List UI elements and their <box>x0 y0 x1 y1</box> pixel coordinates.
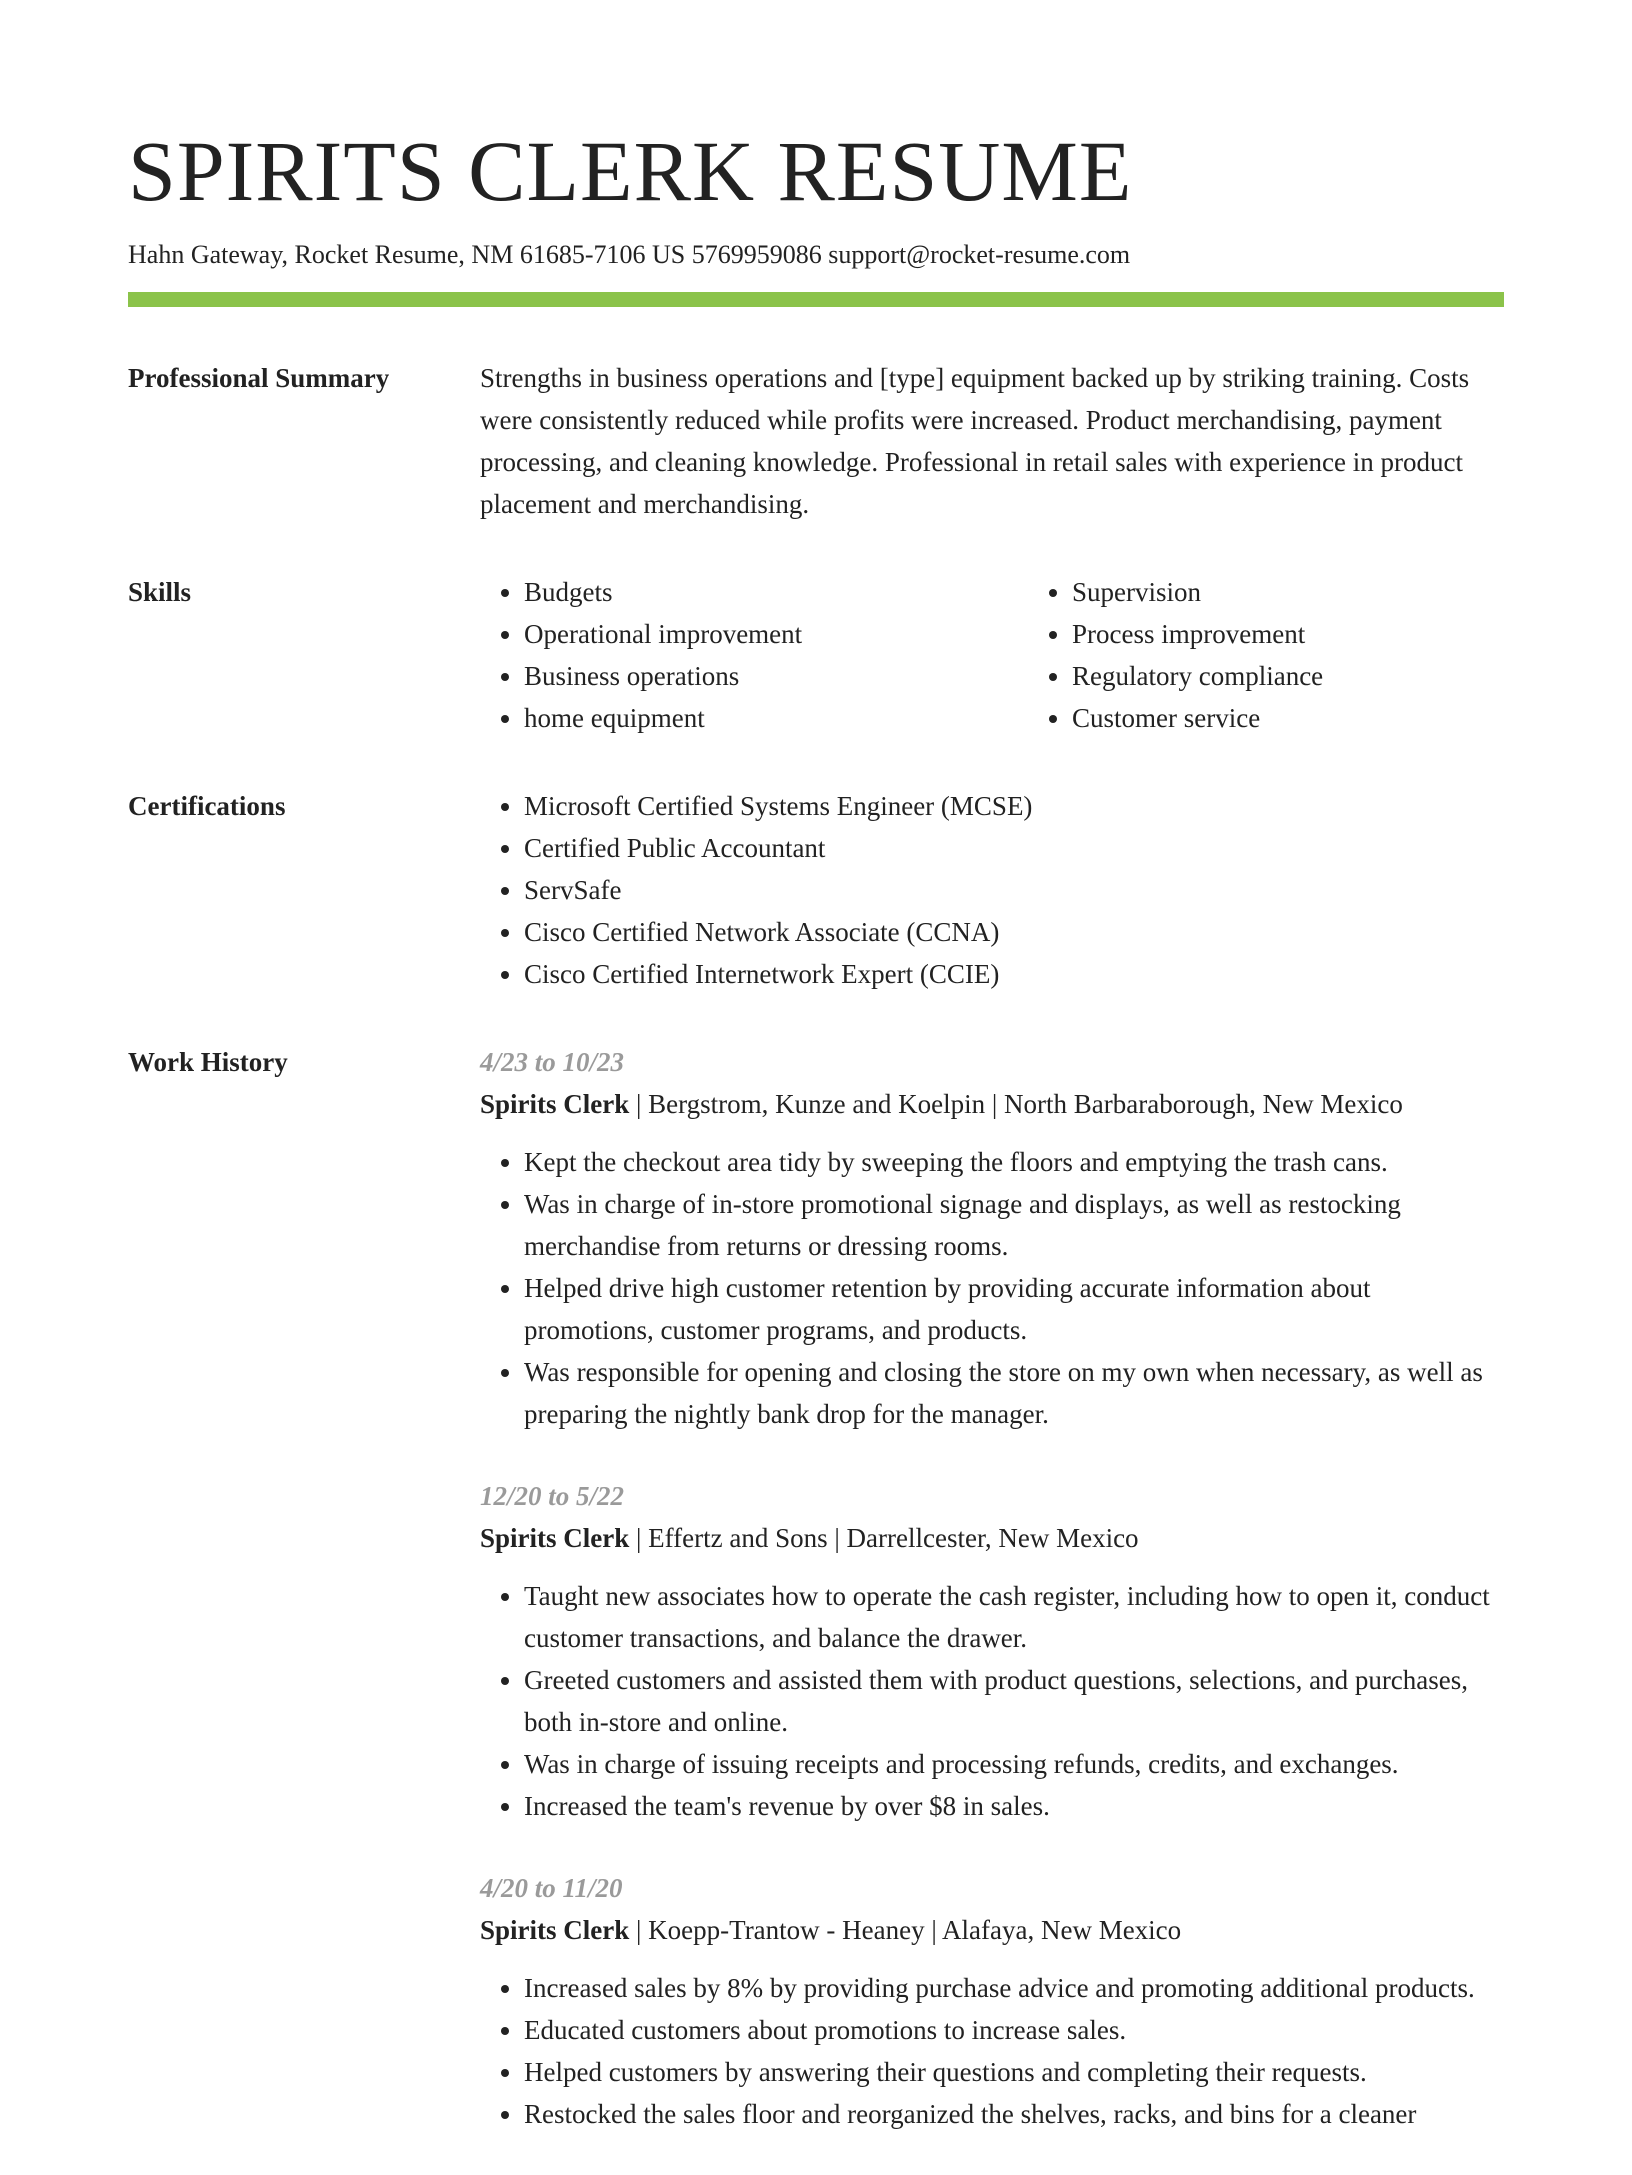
certification-item: • ServSafe <box>524 869 1504 911</box>
skill-item: • home equipment <box>524 697 1028 739</box>
skill-item: • Operational improvement <box>524 613 1028 655</box>
job-title: Spirits Clerk <box>480 1523 630 1553</box>
certifications-list <box>480 785 1504 995</box>
job-dates: 4/23 to 10/23 <box>480 1047 625 1077</box>
job-duty: • Increased the team's revenue by over $8 in sales. <box>524 1785 1504 1827</box>
job-duty: • Educated customers about promotions to increase sales. <box>524 2009 1504 2051</box>
skills-list-left <box>480 571 1028 739</box>
job-duty: • Helped customers by answering their questions and completing their requests. <box>524 2051 1504 2093</box>
skill-item: • Business operations <box>524 655 1028 697</box>
section-label-summary: Professional Summary <box>128 363 390 393</box>
job-heading <box>480 1517 1504 1559</box>
contact-info: Hahn Gateway, Rocket Resume, NM 61685-7106 US 5769959086 support@rocket-resume.com <box>128 240 1131 269</box>
skill-item: • Supervision <box>1072 571 1576 613</box>
accent-divider <box>128 292 1504 307</box>
job-duty: • Restocked the sales floor and reorganized the shelves, racks, and bins for a cleaner <box>524 2093 1504 2135</box>
job-duty: • Kept the checkout area tidy by sweeping the floors and emptying the trash cans. <box>524 1141 1504 1183</box>
job-employer-location: | Koepp-Trantow - Heaney | Alafaya, New Mexico <box>629 1915 1182 1945</box>
job-entry <box>480 1867 1504 2135</box>
section-label-certifications: Certifications <box>128 791 286 821</box>
skill-item: • Customer service <box>1072 697 1576 739</box>
job-duty: • Was in charge of in-store promotional signage and displays, as well as restocking merchandise from returns or dressing rooms. <box>524 1183 1504 1267</box>
job-duties-list <box>480 1575 1504 1827</box>
job-heading <box>480 1909 1504 1951</box>
skill-item: • Regulatory compliance <box>1072 655 1576 697</box>
skill-item: • Process improvement <box>1072 613 1576 655</box>
professional-summary-section <box>128 357 1504 525</box>
job-entry <box>480 1041 1504 1435</box>
certifications-section <box>128 785 1504 995</box>
job-duties-list <box>480 1141 1504 1435</box>
certification-item: • Microsoft Certified Systems Engineer (MCSE) <box>524 785 1504 827</box>
job-duty: • Was in charge of issuing receipts and processing refunds, credits, and exchanges. <box>524 1743 1504 1785</box>
section-label-skills: Skills <box>128 577 192 607</box>
job-duty: • Helped drive high customer retention by providing accurate information about promotions, customer programs, and products. <box>524 1267 1504 1351</box>
job-employer-location: | Effertz and Sons | Darrellcester, New Mexico <box>629 1523 1139 1553</box>
job-entry <box>480 1475 1504 1827</box>
job-employer-location: | Bergstrom, Kunze and Koelpin | North Barbaraborough, New Mexico <box>629 1089 1403 1119</box>
certification-item: • Cisco Certified Network Associate (CCNA) <box>524 911 1504 953</box>
job-title: Spirits Clerk <box>480 1915 630 1945</box>
resume-title: SPIRITS CLERK RESUME <box>128 123 1133 219</box>
job-duty: • Increased sales by 8% by providing purchase advice and promoting additional products. <box>524 1967 1504 2009</box>
skills-list-right <box>1028 571 1576 739</box>
job-duty: • Taught new associates how to operate the cash register, including how to open it, conduct customer transactions, and balance the drawer. <box>524 1575 1504 1659</box>
certification-item: • Cisco Certified Internetwork Expert (CCIE) <box>524 953 1504 995</box>
section-label-work-history: Work History <box>128 1047 288 1077</box>
job-duty: • Greeted customers and assisted them with product questions, selections, and purchases, both in-store and online. <box>524 1659 1504 1743</box>
certification-item: • Certified Public Accountant <box>524 827 1504 869</box>
job-duty: • Was responsible for opening and closing the store on my own when necessary, as well as preparing the nightly bank drop for the manager. <box>524 1351 1504 1435</box>
summary-text: Strengths in business operations and [type] equipment backed up by striking training. Costs were consistently reduced while profits were increased. Product merchandising, payment processing, and cleaning knowledge. Professional in retail sales with experience in product placement and merchandising. <box>480 363 1470 519</box>
skill-item: • Budgets <box>524 571 1028 613</box>
work-history-section <box>128 1041 1504 2175</box>
job-duties-list <box>480 1967 1504 2135</box>
job-dates: 4/20 to 11/20 <box>480 1873 623 1903</box>
job-title: Spirits Clerk <box>480 1089 630 1119</box>
job-heading <box>480 1083 1504 1125</box>
job-dates: 12/20 to 5/22 <box>480 1481 625 1511</box>
skills-section <box>128 571 1504 739</box>
